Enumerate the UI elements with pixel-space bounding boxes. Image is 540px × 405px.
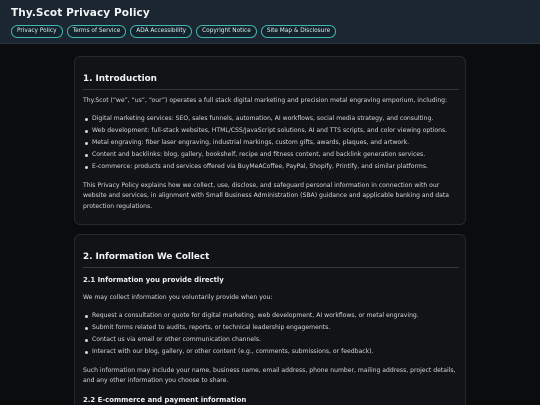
list-item: Digital marketing services: SEO, sales funnels, automation, AI workflows, social media strategy, and consulting. (92, 115, 434, 122)
list-item: E-commerce: products and services offered via BuyMeACoffee, PayPal, Shopify, Printify, and similar platforms. (92, 163, 428, 170)
list-item: Metal engraving: fiber laser engraving, industrial markings, custom gifts, awards, plaques, and artwork. (92, 139, 410, 146)
subsection-heading: 2.2 E-commerce and payment information (83, 396, 247, 404)
bullet-icon (85, 315, 88, 318)
section-heading: 2. Information We Collect (83, 252, 210, 262)
site-title: Thy.Scot Privacy Policy (11, 7, 150, 19)
site-header (0, 0, 540, 44)
list-item: Interact with our blog, gallery, or other content (e.g., comments, submissions, or feedback). (92, 348, 374, 355)
intro-closing: This Privacy Policy explains how we collect, use, disclose, and safeguard personal information in connection with our website and services, in alignment with Small Business Administration (SBA) guidance and applicable banking and data protection regulations. (83, 182, 450, 210)
collect-lead: We may collect information you voluntarily provide when you: (83, 294, 273, 301)
collect-closing: Such information may include your name, business name, email address, phone number, mailing address, project details, and any other information you choose to share. (83, 367, 456, 385)
list-item: Contact us via email or other communication channels. (92, 336, 261, 343)
list-item: Submit forms related to audits, reports, or technical leadership engagements. (92, 324, 331, 331)
intro-lead: Thy.Scot (“we”, “us”, “our”) operates a full stack digital marketing and precision metal engraving emporium, including: (83, 97, 448, 104)
nav-site-map-disclosure[interactable]: Site Map & Disclosure (261, 25, 336, 38)
nav-privacy-policy[interactable]: Privacy Policy (11, 25, 63, 38)
policy-nav (11, 25, 336, 38)
bullet-icon (85, 130, 88, 133)
bullet-icon (85, 327, 88, 330)
list-item: Request a consultation or quote for digital marketing, web development, AI workflows, or metal engraving. (92, 312, 419, 319)
information-we-collect-section (74, 234, 466, 405)
list-item: Content and backlinks: blog, gallery, bookshelf, recipe and fitness content, and backlink generation services. (92, 151, 426, 158)
bullet-icon (85, 339, 88, 342)
bullet-icon (85, 166, 88, 169)
bullet-icon (85, 351, 88, 354)
bullet-icon (85, 142, 88, 145)
subsection-heading: 2.1 Information you provide directly (83, 276, 224, 284)
list-item: Web development: full-stack websites, HTML/CSS/JavaScript solutions, AI and TTS scripts, and color viewing options. (92, 127, 448, 134)
bullet-icon (85, 154, 88, 157)
section-divider (83, 89, 459, 90)
introduction-section (74, 56, 466, 225)
nav-terms-of-service[interactable]: Terms of Service (67, 25, 127, 38)
section-heading: 1. Introduction (83, 74, 157, 84)
bullet-icon (85, 118, 88, 121)
section-divider (83, 267, 459, 268)
nav-copyright-notice[interactable]: Copyright Notice (196, 25, 257, 38)
nav-ada-accessibility[interactable]: ADA Accessibility (130, 25, 192, 38)
